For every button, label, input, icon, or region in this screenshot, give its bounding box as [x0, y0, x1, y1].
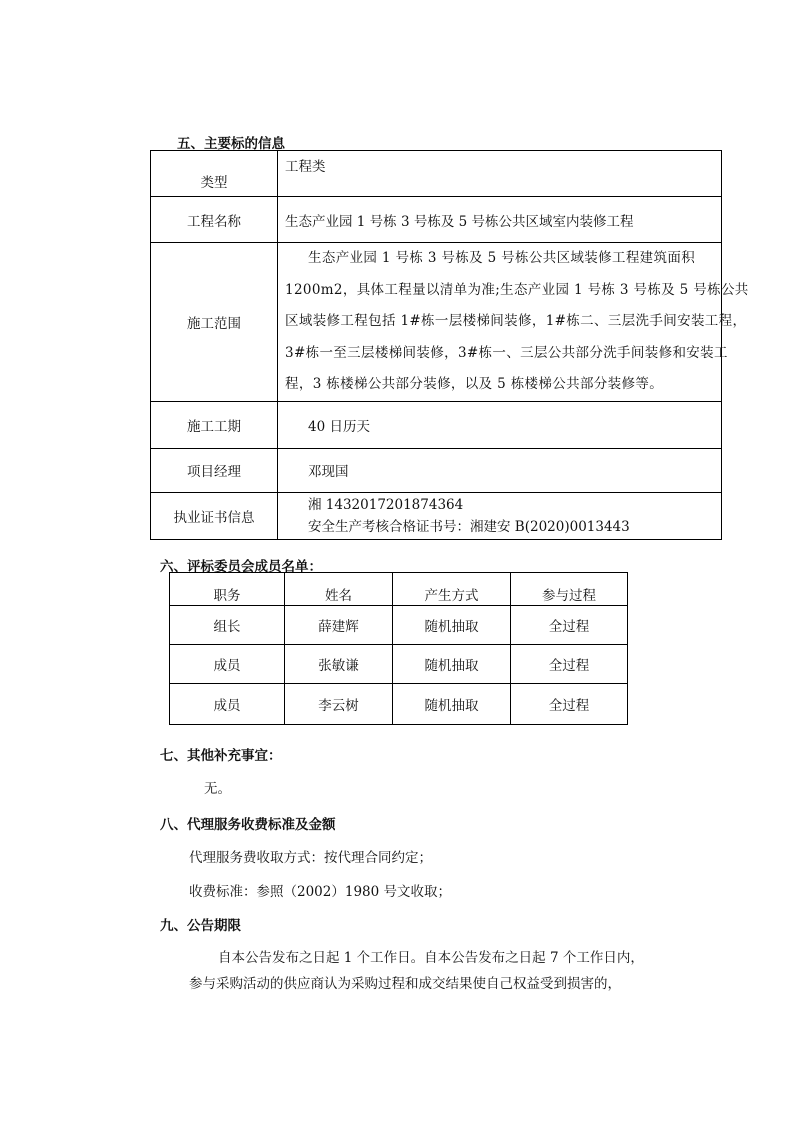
- table-cell: 全过程: [511, 645, 628, 684]
- table-row: [151, 492, 722, 539]
- table-row: [170, 645, 628, 684]
- scope-line: 生态产业园 1 号栋 3 号栋及 5 号栋公共区域装修工程建筑面积: [308, 250, 696, 266]
- table-cell: 全过程: [511, 606, 628, 645]
- header-cell: 姓名: [285, 573, 393, 606]
- notice-period-line: 自本公告发布之日起 1 个工作日。自本公告发布之日起 7 个工作日内，: [218, 950, 644, 966]
- table-row: [151, 243, 722, 402]
- table-row: [151, 448, 722, 492]
- table-row: [170, 606, 628, 645]
- cert-number: 湘 1432017201874364: [308, 496, 464, 513]
- committee-table: [169, 572, 628, 725]
- cert-value: [278, 492, 722, 539]
- header-cell: 参与过程: [511, 573, 628, 606]
- table-cell: 全过程: [511, 684, 628, 725]
- table-row: [151, 401, 722, 448]
- table-cell: 薛建辉: [285, 606, 393, 645]
- scope-label: 施工范围: [151, 243, 278, 402]
- table-cell: 成员: [170, 684, 285, 725]
- project-info-table: [150, 150, 749, 540]
- project-name-label: 工程名称: [151, 197, 278, 243]
- scope-value: [278, 243, 749, 402]
- period-label: 施工工期: [151, 401, 278, 448]
- section-5-heading: 五、主要标的信息: [177, 136, 285, 152]
- section-6-heading: 六、评标委员会成员名单：: [160, 559, 322, 575]
- scope-line: 3#栋一至三层楼梯间装修，3#栋一、三层公共部分洗手间装修和安装工: [285, 344, 728, 361]
- section-9-heading: 九、公告期限: [160, 918, 241, 934]
- supplement-text: 无。: [204, 781, 231, 797]
- header-cell: 产生方式: [393, 573, 511, 606]
- fee-method-text: 代理服务费收取方式：按代理合同约定；: [189, 850, 432, 866]
- table-cell: 成员: [170, 645, 285, 684]
- table-cell: 组长: [170, 606, 285, 645]
- header-cell: 职务: [170, 573, 285, 606]
- fee-standard-text: 收费标准：参照（2002）1980 号文收取；: [189, 884, 452, 900]
- scope-line: 1200m2，具体工程量以清单为准;生态产业园 1 号栋 3 号栋及 5 号栋公共: [285, 281, 749, 298]
- safety-cert-number: 安全生产考核合格证书号：湘建安 B(2020)0013443: [308, 518, 630, 535]
- table-cell: 随机抽取: [393, 684, 511, 725]
- project-name-value: 生态产业园 1 号栋 3 号栋及 5 号栋公共区域室内装修工程: [278, 197, 722, 243]
- type-label: 类型: [151, 151, 278, 197]
- scope-line: 程，3 栋楼梯公共部分装修，以及 5 栋楼梯公共部分装修等。: [285, 376, 664, 392]
- type-value: 工程类: [278, 151, 722, 197]
- table-cell: 随机抽取: [393, 645, 511, 684]
- manager-label: 项目经理: [151, 448, 278, 492]
- period-value: 40 日历天: [278, 401, 722, 448]
- table-cell: 张敏谦: [285, 645, 393, 684]
- section-7-heading: 七、其他补充事宜：: [160, 748, 282, 764]
- table-row: [151, 151, 722, 197]
- table-cell: 李云树: [285, 684, 393, 725]
- scope-line: 区域装修工程包括 1#栋一层楼梯间装修，1#栋二、三层洗手间安装工程，: [285, 313, 747, 329]
- table-row: [170, 684, 628, 725]
- table-cell: 随机抽取: [393, 606, 511, 645]
- section-8-heading: 八、代理服务收费标准及金额: [160, 817, 336, 833]
- manager-value: 邓现国: [278, 448, 722, 492]
- notice-period-line: 参与采购活动的供应商认为采购过程和成交结果使自己权益受到损害的，: [189, 976, 621, 992]
- cert-label: 执业证书信息: [151, 492, 278, 539]
- table-header-row: [170, 573, 628, 606]
- table-row: [151, 197, 722, 243]
